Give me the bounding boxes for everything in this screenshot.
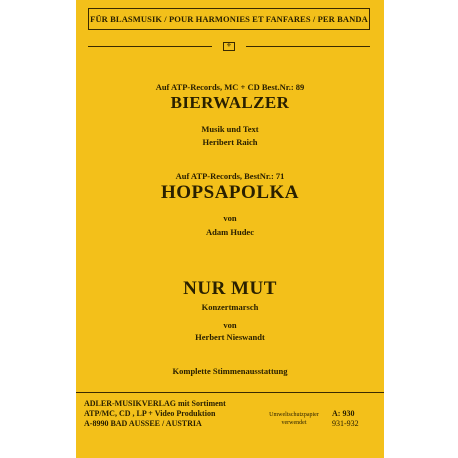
piece3-von: von — [223, 320, 237, 330]
piece2-von: von — [223, 213, 237, 223]
publisher-line: A-8990 BAD AUSSEE / AUSTRIA — [84, 419, 202, 428]
catalog-range: 931-932 — [332, 419, 359, 428]
paper-note — [264, 411, 324, 427]
paper-note-line1: Umweltschutzpapier — [269, 412, 319, 418]
publisher-address — [84, 399, 226, 429]
edition-note: Komplette Stimmenausstattung — [172, 366, 288, 376]
instrumentation-banner: FÜR BLASMUSIK / POUR HARMONIES ET FANFARES / PER BANDA — [88, 8, 370, 30]
logo-divider — [88, 42, 370, 52]
piece2-title: HOPSAPOLKA — [160, 182, 299, 203]
piece1-record-note: Auf ATP-Records, MC + CD Best.Nr.: 89 — [155, 82, 305, 92]
piece2-composer: Adam Hudec — [206, 227, 254, 237]
piece1-credit-line1: Musik und Text — [201, 124, 259, 134]
piece2-record-note: Auf ATP-Records, BestNr.: 71 — [175, 171, 285, 181]
publisher-line: ATP/MC, CD , LP + Video Produktion — [84, 409, 216, 418]
divider-rule-right — [246, 46, 370, 47]
publisher-line: ADLER-MUSIKVERLAG mit Sortiment — [84, 399, 226, 408]
publisher-emblem-icon: ⚜ — [223, 42, 235, 51]
sheet-music-cover — [76, 0, 384, 458]
piece3-composer: Herbert Nieswandt — [195, 332, 265, 342]
divider-rule-left — [88, 46, 212, 47]
catalog-number — [332, 409, 359, 429]
piece1-credit-line2: Heribert Raich — [202, 137, 258, 147]
paper-note-line2: verwendet — [281, 420, 307, 426]
piece3-title: NUR MUT — [183, 278, 277, 299]
piece3-subtitle: Konzertmarsch — [201, 302, 259, 312]
footer-divider — [76, 392, 384, 393]
catalog-code: A: 930 — [332, 409, 355, 418]
piece1-title: BIERWALZER — [170, 93, 290, 112]
